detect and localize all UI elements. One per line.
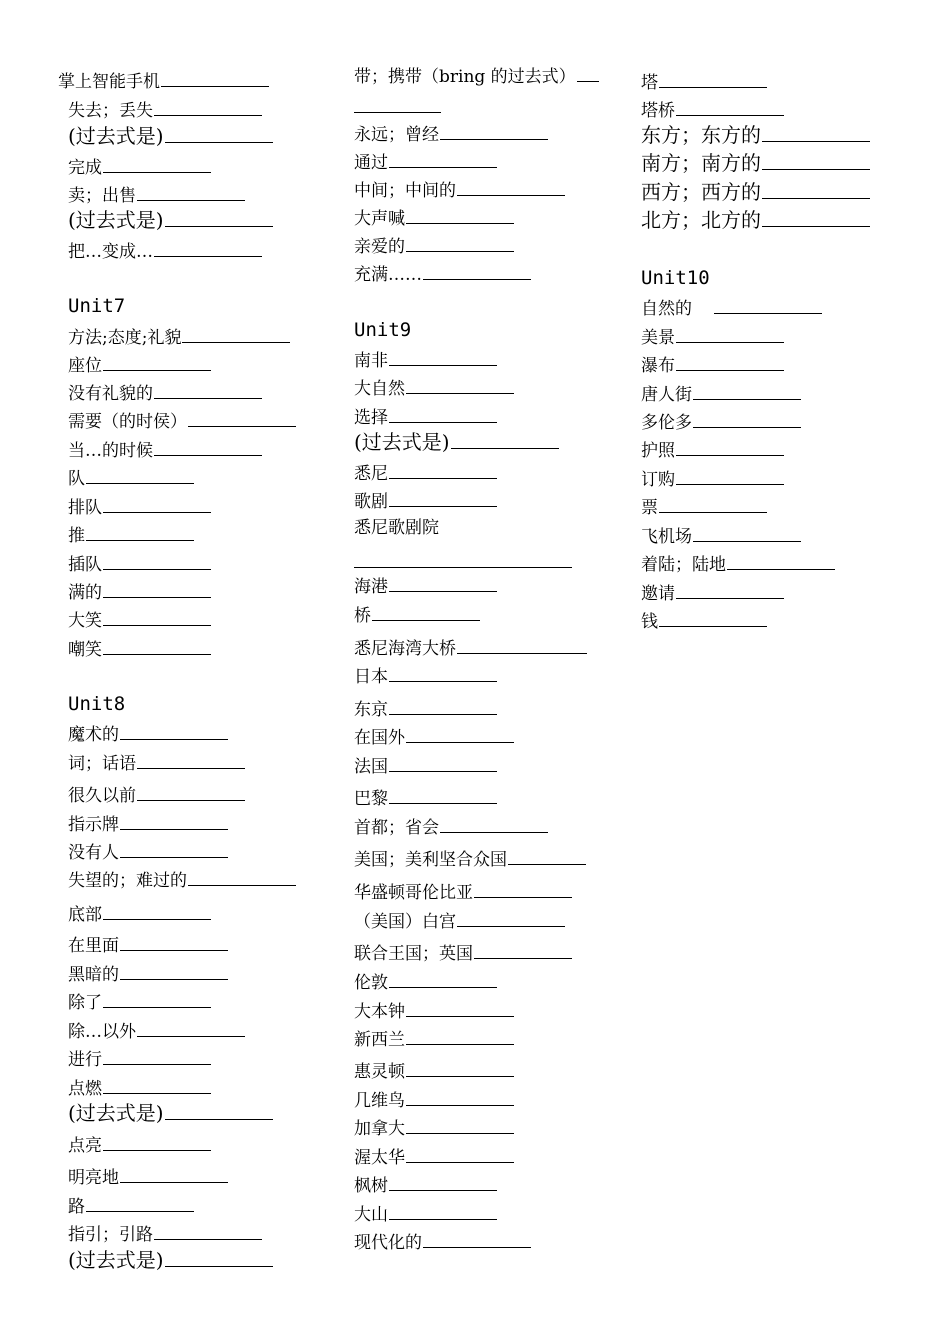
answer-blank[interactable] xyxy=(389,1173,497,1191)
vocab-item xyxy=(354,234,514,258)
vocab-item xyxy=(68,1019,245,1043)
vocab-item xyxy=(68,840,228,864)
answer-blank[interactable] xyxy=(188,868,296,886)
vocab-term: 票 xyxy=(641,498,658,518)
vocab-term: 海港 xyxy=(354,577,388,597)
vocab-item xyxy=(68,209,273,231)
vocab-term: 词；话语 xyxy=(68,754,136,774)
answer-blank[interactable] xyxy=(457,909,565,927)
unit-heading: Unit9 xyxy=(354,319,412,341)
answer-blank[interactable] xyxy=(389,461,497,479)
vocab-item xyxy=(354,1116,514,1140)
vocab-item xyxy=(68,325,290,349)
vocab-term: 飞机场 xyxy=(641,527,692,547)
vocab-term: 现代化的 xyxy=(354,1233,422,1253)
answer-blank[interactable] xyxy=(423,1230,531,1248)
answer-blank[interactable] xyxy=(389,1202,497,1220)
vocab-item xyxy=(354,941,572,965)
vocab-item xyxy=(354,880,572,904)
vocab-term: 路 xyxy=(68,1197,85,1217)
answer-blank[interactable] xyxy=(676,353,784,371)
vocab-item xyxy=(641,70,767,94)
answer-blank[interactable] xyxy=(406,234,514,252)
vocab-item xyxy=(641,152,870,174)
vocab-item xyxy=(354,150,497,174)
vocab-term: 点亮 xyxy=(68,1136,102,1156)
vocab-term: 推 xyxy=(68,526,85,546)
answer-blank[interactable] xyxy=(103,990,211,1008)
answer-blank[interactable] xyxy=(659,70,767,88)
vocab-term: 联合王国；英国 xyxy=(354,944,473,964)
vocab-term: 悉尼歌剧院 xyxy=(354,518,439,538)
answer-blank[interactable] xyxy=(120,840,228,858)
answer-blank[interactable] xyxy=(457,178,565,196)
vocab-term: 东京 xyxy=(354,700,388,720)
answer-blank-continued[interactable] xyxy=(354,111,441,113)
vocab-item xyxy=(68,183,245,207)
answer-blank[interactable] xyxy=(389,150,497,168)
vocab-item xyxy=(641,296,822,320)
vocab-item xyxy=(68,1133,211,1157)
vocab-term: 大自然 xyxy=(354,379,405,399)
answer-blank[interactable] xyxy=(103,353,211,371)
vocab-item xyxy=(68,239,262,263)
vocab-term: 当…的时候 xyxy=(68,441,153,461)
vocab-item xyxy=(68,1047,211,1071)
vocab-item xyxy=(641,495,767,519)
vocab-item xyxy=(68,783,245,807)
answer-blank[interactable] xyxy=(693,382,801,400)
vocab-item xyxy=(68,1165,228,1189)
vocab-term: 钱 xyxy=(641,612,658,632)
vocab-term: 卖；出售 xyxy=(68,186,136,206)
vocab-item xyxy=(58,69,269,93)
vocab-item xyxy=(354,603,480,627)
answer-blank[interactable] xyxy=(86,466,194,484)
answer-blank[interactable] xyxy=(103,495,211,513)
vocab-term: 歌剧 xyxy=(354,492,388,512)
vocab-item xyxy=(354,999,514,1023)
vocab-item xyxy=(68,381,262,405)
vocab-term: 塔桥 xyxy=(641,101,675,121)
answer-blank[interactable] xyxy=(137,1019,245,1037)
vocab-item xyxy=(68,751,245,775)
vocab-term: (过去式是) xyxy=(68,208,164,232)
answer-blank[interactable] xyxy=(406,999,514,1017)
vocab-item xyxy=(354,64,599,88)
vocab-item xyxy=(68,1222,262,1246)
vocab-item xyxy=(354,1145,514,1169)
answer-blank[interactable] xyxy=(137,183,245,201)
vocab-term: 巴黎 xyxy=(354,789,388,809)
vocab-item xyxy=(68,438,262,462)
vocab-item xyxy=(68,523,194,547)
vocab-term: 悉尼海湾大桥 xyxy=(354,639,456,659)
vocab-term: 华盛顿哥伦比亚 xyxy=(354,883,473,903)
answer-blank[interactable] xyxy=(103,902,211,920)
vocab-term: 瀑布 xyxy=(641,356,675,376)
vocab-item xyxy=(68,580,211,604)
vocab-item xyxy=(68,608,211,632)
answer-blank[interactable] xyxy=(406,1116,514,1134)
vocab-term: 中间；中间的 xyxy=(354,181,456,201)
answer-blank[interactable] xyxy=(676,467,784,485)
answer-blank[interactable] xyxy=(406,1145,514,1163)
answer-blank[interactable] xyxy=(762,152,870,170)
vocab-item xyxy=(354,815,548,839)
answer-blank[interactable] xyxy=(389,664,497,682)
answer-blank[interactable] xyxy=(120,1165,228,1183)
vocab-item xyxy=(354,1059,514,1083)
vocab-term: 队 xyxy=(68,469,85,489)
answer-blank[interactable] xyxy=(440,815,548,833)
vocab-term: 法国 xyxy=(354,757,388,777)
answer-blank[interactable] xyxy=(451,431,559,449)
vocab-item xyxy=(68,990,211,1014)
vocab-term: 满的 xyxy=(68,583,102,603)
vocab-term: 魔术的 xyxy=(68,725,119,745)
vocab-item xyxy=(641,410,801,434)
answer-blank[interactable] xyxy=(762,181,870,199)
vocab-term: 没有人 xyxy=(68,843,119,863)
unit-heading: Unit10 xyxy=(641,267,710,289)
answer-blank[interactable] xyxy=(389,697,497,715)
vocab-item xyxy=(641,552,835,576)
vocab-item xyxy=(354,847,586,871)
vocab-item xyxy=(354,725,514,749)
vocab-term: 南方；南方的 xyxy=(641,151,761,175)
vocab-term: （美国）白宫 xyxy=(354,912,456,932)
answer-blank[interactable] xyxy=(714,296,822,314)
vocab-term: 首都；省会 xyxy=(354,818,439,838)
vocab-item xyxy=(641,438,784,462)
vocab-term: 护照 xyxy=(641,441,675,461)
vocab-term: 订购 xyxy=(641,470,675,490)
vocab-term: 日本 xyxy=(354,667,388,687)
vocab-term: (过去式是) xyxy=(68,124,164,148)
vocab-item xyxy=(68,552,211,576)
vocab-term: 伦敦 xyxy=(354,973,388,993)
answer-blank[interactable] xyxy=(137,783,245,801)
answer-blank[interactable] xyxy=(103,580,211,598)
answer-blank[interactable] xyxy=(154,239,262,257)
answer-blank[interactable] xyxy=(659,609,767,627)
vocab-item xyxy=(68,1102,273,1124)
vocab-term: 在里面 xyxy=(68,936,119,956)
vocab-item xyxy=(68,722,228,746)
vocab-term: 带；携带（bring 的过去式） xyxy=(354,67,576,87)
vocab-item xyxy=(354,786,497,810)
answer-blank[interactable] xyxy=(103,608,211,626)
answer-blank[interactable] xyxy=(103,1047,211,1065)
answer-blank[interactable] xyxy=(406,376,514,394)
answer-blank[interactable] xyxy=(389,970,497,988)
answer-blank[interactable] xyxy=(389,489,497,507)
vocab-item xyxy=(354,636,587,660)
answer-blank[interactable] xyxy=(693,524,801,542)
answer-blank[interactable] xyxy=(762,124,870,142)
answer-blank[interactable] xyxy=(154,98,262,116)
vocab-item xyxy=(354,754,497,778)
vocab-item xyxy=(641,325,784,349)
vocab-term: 除…以外 xyxy=(68,1022,136,1042)
vocab-term: 点燃 xyxy=(68,1079,102,1099)
vocab-item xyxy=(68,495,211,519)
answer-blank[interactable] xyxy=(406,1027,514,1045)
vocab-term: 没有礼貌的 xyxy=(68,384,153,404)
vocab-term: 进行 xyxy=(68,1050,102,1070)
answer-blank[interactable] xyxy=(577,64,599,82)
vocab-term: 永远；曾经 xyxy=(354,125,439,145)
vocab-item xyxy=(641,209,870,231)
vocab-term: 方法;态度;礼貌 xyxy=(68,328,182,348)
vocab-item xyxy=(641,524,801,548)
vocab-term: 塔 xyxy=(641,73,658,93)
answer-blank[interactable] xyxy=(508,847,586,865)
vocab-term: 加拿大 xyxy=(354,1119,405,1139)
answer-blank[interactable] xyxy=(440,122,548,140)
vocab-item xyxy=(354,970,497,994)
vocab-item xyxy=(641,124,870,146)
vocab-term: 北方；北方的 xyxy=(641,208,761,232)
vocab-term: 黑暗的 xyxy=(68,965,119,985)
vocab-term: 失去；丢失 xyxy=(68,101,153,121)
vocab-item xyxy=(354,405,497,429)
vocab-item xyxy=(354,206,514,230)
vocab-item xyxy=(641,382,801,406)
vocab-item xyxy=(68,1076,211,1100)
vocab-item xyxy=(354,697,497,721)
vocab-term: 明亮地 xyxy=(68,1168,119,1188)
vocab-item xyxy=(68,155,211,179)
vocab-item xyxy=(354,262,531,286)
vocab-term: 在国外 xyxy=(354,728,405,748)
vocab-item xyxy=(354,122,548,146)
vocab-term: 枫树 xyxy=(354,1176,388,1196)
vocab-item xyxy=(354,517,439,539)
vocab-term: 悉尼 xyxy=(354,464,388,484)
vocab-term: 惠灵顿 xyxy=(354,1062,405,1082)
vocab-term: 自然的 xyxy=(641,299,692,319)
answer-blank[interactable] xyxy=(474,880,572,898)
vocab-term: 座位 xyxy=(68,356,102,376)
vocab-item xyxy=(354,1202,497,1226)
vocab-term: 唐人街 xyxy=(641,385,692,405)
vocab-term: 充满…… xyxy=(354,265,422,285)
vocab-item xyxy=(68,933,228,957)
vocab-item xyxy=(68,637,211,661)
vocab-item xyxy=(68,98,262,122)
answer-blank[interactable] xyxy=(693,410,801,428)
vocab-term: 大声喊 xyxy=(354,209,405,229)
answer-blank[interactable] xyxy=(659,495,767,513)
vocab-item xyxy=(68,812,228,836)
vocab-term: 渥太华 xyxy=(354,1148,405,1168)
answer-blank-continued[interactable] xyxy=(354,566,572,568)
vocab-item xyxy=(354,1230,531,1254)
answer-blank[interactable] xyxy=(182,325,290,343)
answer-blank[interactable] xyxy=(154,381,262,399)
vocab-item xyxy=(68,962,228,986)
vocab-term: 新西兰 xyxy=(354,1030,405,1050)
vocab-term: 嘲笑 xyxy=(68,640,102,660)
vocab-item xyxy=(68,466,194,490)
vocab-term: (过去式是) xyxy=(68,1101,164,1125)
vocab-item xyxy=(641,609,767,633)
vocab-term: (过去式是) xyxy=(354,430,450,454)
vocab-term: 通过 xyxy=(354,153,388,173)
vocab-item xyxy=(354,574,497,598)
answer-blank[interactable] xyxy=(389,574,497,592)
vocab-term: 选择 xyxy=(354,408,388,428)
vocab-term: 南非 xyxy=(354,351,388,371)
answer-blank[interactable] xyxy=(154,438,262,456)
answer-blank[interactable] xyxy=(389,405,497,423)
vocab-item xyxy=(354,1173,497,1197)
vocab-item xyxy=(354,1088,514,1112)
vocab-term: (过去式是) xyxy=(68,1248,164,1272)
answer-blank[interactable] xyxy=(120,722,228,740)
vocab-term: 指示牌 xyxy=(68,815,119,835)
answer-blank[interactable] xyxy=(165,1249,273,1267)
vocab-item xyxy=(641,353,784,377)
vocab-term: 大山 xyxy=(354,1205,388,1225)
answer-blank[interactable] xyxy=(165,209,273,227)
vocab-term: 大笑 xyxy=(68,611,102,631)
answer-blank[interactable] xyxy=(762,209,870,227)
vocab-item xyxy=(68,902,211,926)
vocab-term: 完成 xyxy=(68,158,102,178)
vocab-term: 着陆；陆地 xyxy=(641,555,726,575)
vocab-term: 需要（的时侯） xyxy=(68,412,187,432)
vocab-item xyxy=(68,353,211,377)
vocab-term: 底部 xyxy=(68,905,102,925)
answer-blank[interactable] xyxy=(423,262,531,280)
vocab-term: 多伦多 xyxy=(641,413,692,433)
answer-blank[interactable] xyxy=(161,69,269,87)
vocab-term: 亲爱的 xyxy=(354,237,405,257)
answer-blank[interactable] xyxy=(406,1059,514,1077)
answer-blank[interactable] xyxy=(676,438,784,456)
answer-blank[interactable] xyxy=(389,786,497,804)
vocab-item xyxy=(354,431,559,453)
vocab-term: 排队 xyxy=(68,498,102,518)
answer-blank[interactable] xyxy=(389,348,497,366)
vocab-item xyxy=(641,181,870,203)
vocab-item xyxy=(354,376,514,400)
vocab-term: 很久以前 xyxy=(68,786,136,806)
vocab-term: 除了 xyxy=(68,993,102,1013)
vocab-term: 桥 xyxy=(354,606,371,626)
unit-heading: Unit7 xyxy=(68,295,126,317)
vocab-item xyxy=(354,489,497,513)
vocab-item xyxy=(354,1027,514,1051)
vocab-item xyxy=(354,664,497,688)
answer-blank[interactable] xyxy=(727,552,835,570)
answer-blank[interactable] xyxy=(389,754,497,772)
vocab-term: 美国；美利坚合众国 xyxy=(354,850,507,870)
vocab-item xyxy=(354,909,565,933)
vocab-item xyxy=(68,409,296,433)
vocab-term: 失望的；难过的 xyxy=(68,871,187,891)
vocab-item xyxy=(68,1249,273,1271)
answer-blank[interactable] xyxy=(676,581,784,599)
answer-blank[interactable] xyxy=(406,206,514,224)
unit-heading: Unit8 xyxy=(68,693,126,715)
answer-blank[interactable] xyxy=(103,155,211,173)
answer-blank[interactable] xyxy=(188,409,296,427)
vocab-term: 几维鸟 xyxy=(354,1091,405,1111)
answer-blank[interactable] xyxy=(474,941,572,959)
answer-blank[interactable] xyxy=(103,552,211,570)
answer-blank[interactable] xyxy=(86,1194,194,1212)
answer-blank[interactable] xyxy=(457,636,587,654)
vocab-term: 把…变成… xyxy=(68,242,153,262)
vocab-term: 西方；西方的 xyxy=(641,180,761,204)
answer-blank[interactable] xyxy=(165,125,273,143)
vocab-item xyxy=(68,868,296,892)
vocab-term: 掌上智能手机 xyxy=(58,72,160,92)
answer-blank[interactable] xyxy=(154,1222,262,1240)
vocab-term: 东方；东方的 xyxy=(641,123,761,147)
vocab-item xyxy=(641,467,784,491)
answer-blank[interactable] xyxy=(406,725,514,743)
vocab-item xyxy=(641,581,784,605)
answer-blank[interactable] xyxy=(103,1076,211,1094)
answer-blank[interactable] xyxy=(676,325,784,343)
answer-blank[interactable] xyxy=(86,523,194,541)
vocab-term: 指引；引路 xyxy=(68,1225,153,1245)
vocab-term: 插队 xyxy=(68,555,102,575)
vocab-item xyxy=(354,461,497,485)
vocab-item xyxy=(68,1194,194,1218)
answer-blank[interactable] xyxy=(406,1088,514,1106)
vocab-term: 大本钟 xyxy=(354,1002,405,1022)
answer-blank[interactable] xyxy=(120,933,228,951)
answer-blank[interactable] xyxy=(372,603,480,621)
vocab-item xyxy=(354,178,565,202)
answer-blank[interactable] xyxy=(165,1102,273,1120)
answer-blank[interactable] xyxy=(137,751,245,769)
answer-blank[interactable] xyxy=(676,98,784,116)
answer-blank[interactable] xyxy=(103,637,211,655)
answer-blank[interactable] xyxy=(120,812,228,830)
answer-blank[interactable] xyxy=(120,962,228,980)
vocab-item xyxy=(354,348,497,372)
vocab-item xyxy=(68,125,273,147)
vocab-item xyxy=(641,98,784,122)
vocab-term: 美景 xyxy=(641,328,675,348)
vocab-term: 邀请 xyxy=(641,584,675,604)
answer-blank[interactable] xyxy=(103,1133,211,1151)
